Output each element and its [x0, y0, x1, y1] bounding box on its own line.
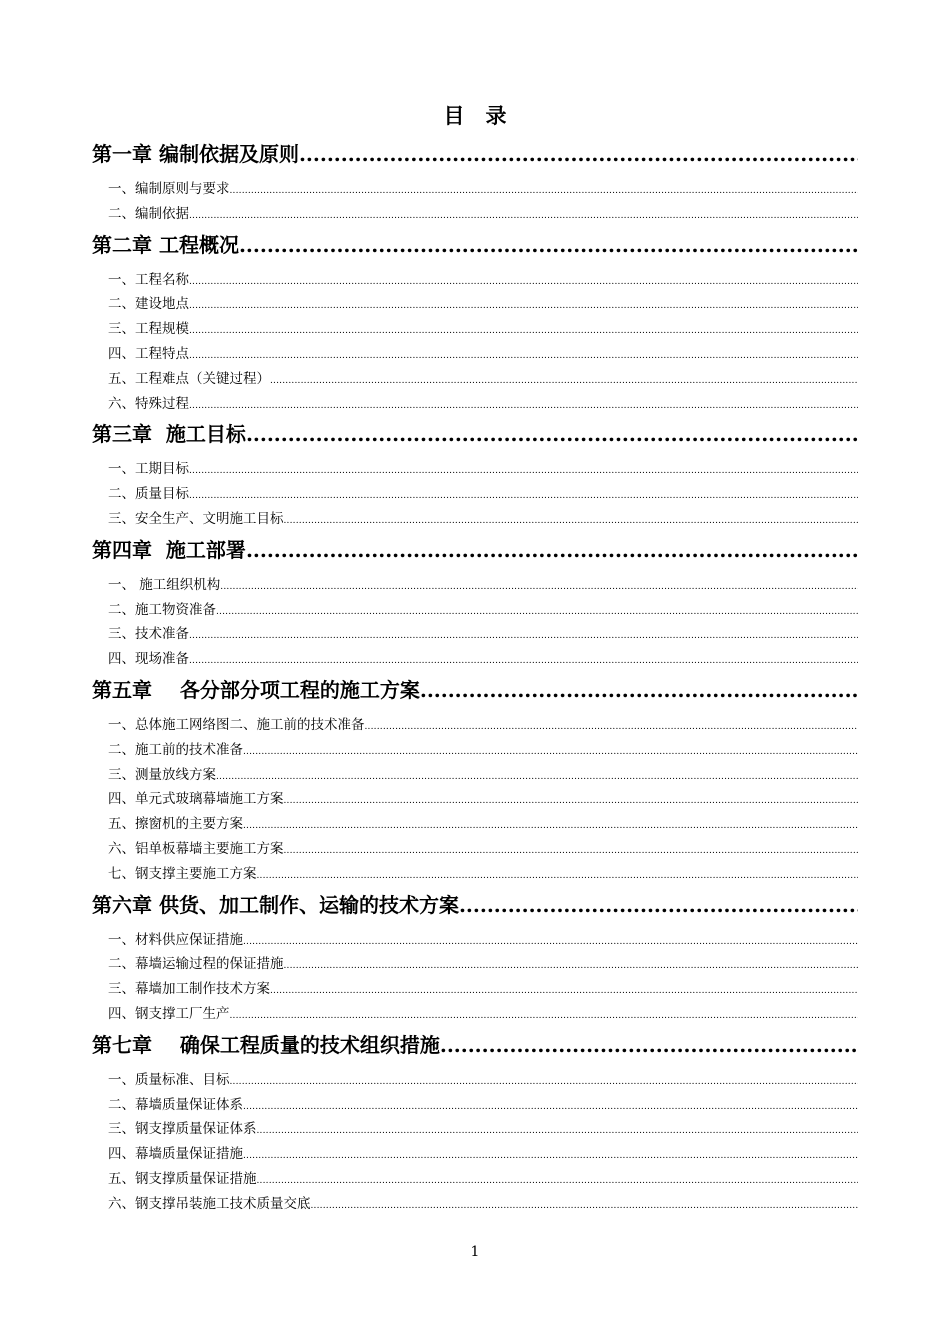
- section-title: 四、幕墙质量保证措施: [108, 1146, 243, 1163]
- section-title: 二、编制依据: [108, 205, 189, 222]
- dot-leader: [257, 864, 859, 887]
- toc-chapter-2[interactable]: [92, 229, 858, 262]
- section-title: 一、质量标准、目标: [108, 1071, 230, 1088]
- dot-leader: [246, 534, 858, 567]
- section-title: 一、工期目标: [108, 461, 189, 478]
- dot-leader: [189, 294, 858, 317]
- toc-section[interactable]: [92, 928, 858, 953]
- toc-section[interactable]: [92, 622, 858, 647]
- dot-leader: [311, 1194, 859, 1217]
- toc-chapter-7[interactable]: [92, 1029, 858, 1062]
- toc-section[interactable]: [92, 1142, 858, 1167]
- chapter-title: 第七章 确保工程质量的技术组织措施: [92, 1032, 440, 1057]
- toc-section[interactable]: [92, 1117, 858, 1142]
- toc-section[interactable]: [92, 647, 858, 672]
- dot-leader: [365, 715, 859, 738]
- chapter-title: 第三章 施工目标: [92, 422, 246, 447]
- dot-leader: [216, 600, 858, 623]
- section-title: 三、技术准备: [108, 626, 189, 643]
- toc-section[interactable]: [92, 367, 858, 392]
- toc-chapter-6[interactable]: [92, 889, 858, 922]
- section-title: 一、总体施工网络图二、施工前的技术准备: [108, 716, 365, 733]
- toc-section[interactable]: [92, 1002, 858, 1027]
- section-title: 四、钢支撑工厂生产: [108, 1005, 230, 1022]
- dot-leader: [189, 344, 858, 367]
- section-title: 二、施工前的技术准备: [108, 741, 243, 758]
- toc-section[interactable]: [92, 738, 858, 763]
- toc-section[interactable]: [92, 342, 858, 367]
- toc-section[interactable]: [92, 598, 858, 623]
- dot-leader: [284, 954, 859, 977]
- toc-section[interactable]: [92, 507, 858, 532]
- toc-section[interactable]: [92, 837, 858, 862]
- dot-leader: [284, 789, 859, 812]
- dot-leader: [189, 204, 858, 227]
- chapter-title: 第四章 施工部署: [92, 537, 246, 562]
- dot-leader: [440, 1029, 858, 1062]
- toc-chapter-3[interactable]: [92, 418, 858, 451]
- dot-leader: [189, 484, 858, 507]
- dot-leader: [270, 979, 858, 1002]
- dot-leader: [284, 509, 859, 532]
- toc-section[interactable]: [92, 573, 858, 598]
- toc-chapter-5[interactable]: [92, 674, 858, 707]
- dot-leader: [189, 394, 858, 417]
- section-title: 二、施工物资准备: [108, 601, 216, 618]
- toc-section[interactable]: [92, 977, 858, 1002]
- toc-section[interactable]: [92, 268, 858, 293]
- section-title: 一、工程名称: [108, 271, 189, 288]
- toc-section[interactable]: [92, 1068, 858, 1093]
- chapter-title: 第一章 编制依据及原则: [92, 142, 299, 166]
- section-title: 三、工程规模: [108, 321, 189, 338]
- section-title: 四、单元式玻璃幕墙施工方案: [108, 791, 284, 808]
- toc-section[interactable]: [92, 952, 858, 977]
- section-title: 二、质量目标: [108, 486, 189, 503]
- section-title: 四、现场准备: [108, 651, 189, 668]
- page-number: 1: [470, 1244, 480, 1260]
- dot-leader: [243, 1144, 858, 1167]
- dot-leader: [243, 1095, 858, 1118]
- dot-leader: [246, 418, 858, 451]
- toc-section[interactable]: [92, 177, 858, 202]
- dot-leader: [189, 270, 858, 293]
- chapter-title: 第二章 工程概况: [92, 232, 239, 257]
- toc-section[interactable]: [92, 812, 858, 837]
- dot-leader: [220, 575, 858, 598]
- section-title: 六、铝单板幕墙主要施工方案: [108, 840, 284, 857]
- chapter-title: 第六章 供货、加工制作、运输的技术方案: [92, 892, 459, 917]
- section-title: 二、幕墙运输过程的保证措施: [108, 956, 284, 973]
- toc-chapter-1[interactable]: [92, 138, 858, 171]
- dot-leader: [239, 229, 858, 262]
- toc-section[interactable]: [92, 292, 858, 317]
- section-title: 七、钢支撑主要施工方案: [108, 865, 257, 882]
- dot-leader: [243, 930, 858, 953]
- toc-chapter-4[interactable]: [92, 534, 858, 567]
- toc-title: 目 录: [443, 103, 507, 128]
- section-title: 二、幕墙质量保证体系: [108, 1096, 243, 1113]
- section-title: 三、钢支撑质量保证体系: [108, 1121, 257, 1138]
- section-title: 六、钢支撑吊装施工技术质量交底: [108, 1195, 311, 1212]
- section-title: 二、建设地点: [108, 296, 189, 313]
- toc-section[interactable]: [92, 862, 858, 887]
- dot-leader: [284, 839, 859, 862]
- section-title: 一、材料供应保证措施: [108, 931, 243, 948]
- dot-leader: [299, 138, 858, 171]
- dot-leader: [189, 624, 858, 647]
- toc-section[interactable]: [92, 1192, 858, 1217]
- section-title: 五、擦窗机的主要方案: [108, 816, 243, 833]
- toc-section[interactable]: [92, 482, 858, 507]
- section-title: 一、 施工组织机构: [108, 576, 221, 593]
- toc-section[interactable]: [92, 317, 858, 342]
- section-title: 四、工程特点: [108, 345, 189, 362]
- section-title: 五、钢支撑质量保证措施: [108, 1170, 257, 1187]
- dot-leader: [257, 1119, 859, 1142]
- toc-section[interactable]: [92, 763, 858, 788]
- toc-section[interactable]: [92, 1093, 858, 1118]
- section-title: 三、幕墙加工制作技术方案: [108, 981, 270, 998]
- toc-section[interactable]: [92, 202, 858, 227]
- dot-leader: [257, 1169, 859, 1192]
- toc-section[interactable]: [92, 392, 858, 417]
- dot-leader: [189, 649, 858, 672]
- dot-leader: [243, 740, 858, 763]
- section-title: 五、工程难点（关键过程）: [108, 370, 270, 387]
- section-title: 三、安全生产、文明施工目标: [108, 510, 284, 527]
- toc-section[interactable]: [92, 457, 858, 482]
- dot-leader: [189, 459, 858, 482]
- section-title: 一、编制原则与要求: [108, 181, 230, 197]
- toc-section[interactable]: [92, 713, 858, 738]
- section-title: 六、特殊过程: [108, 395, 189, 412]
- table-of-contents: [92, 136, 858, 1217]
- dot-leader: [216, 765, 858, 788]
- toc-section[interactable]: [92, 1167, 858, 1192]
- dot-leader: [230, 1070, 859, 1093]
- section-title: 三、测量放线方案: [108, 766, 216, 783]
- dot-leader: [420, 674, 858, 707]
- dot-leader: [270, 369, 858, 392]
- chapter-title: 第五章 各分部分项工程的施工方案: [92, 677, 420, 702]
- toc-section[interactable]: [92, 787, 858, 812]
- dot-leader: [243, 814, 858, 837]
- dot-leader: [459, 889, 858, 922]
- dot-leader: [230, 179, 859, 202]
- dot-leader: [189, 319, 858, 342]
- dot-leader: [230, 1004, 859, 1027]
